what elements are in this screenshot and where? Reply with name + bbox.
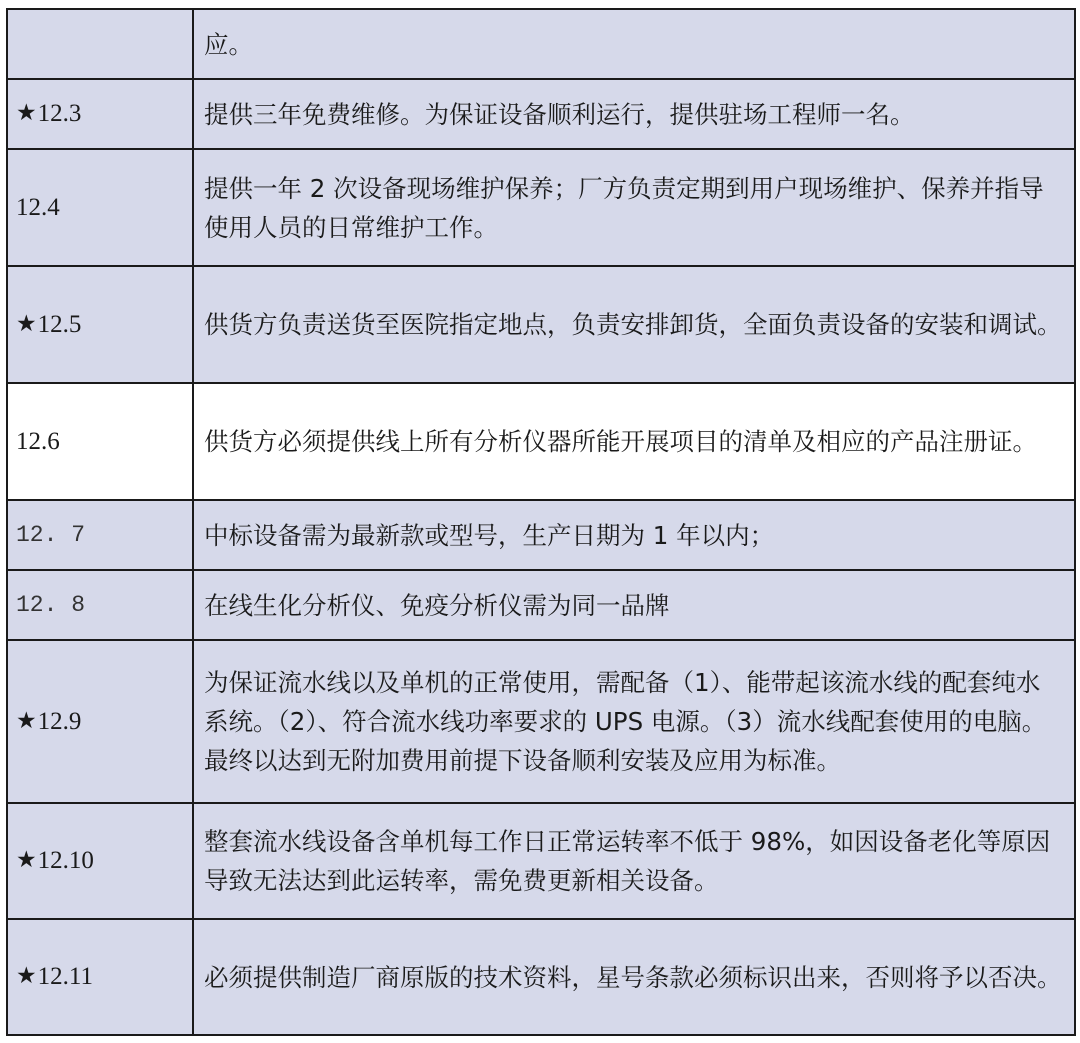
clause-number: 12. 8 <box>7 570 193 640</box>
clause-text: 在线生化分析仪、免疫分析仪需为同一品牌 <box>193 570 1075 640</box>
star-icon: ★ <box>16 847 37 873</box>
star-icon: ★ <box>16 707 37 734</box>
star-icon: ★ <box>16 963 37 989</box>
table-row <box>7 383 1075 500</box>
clause-number: ★12.3 <box>7 79 193 149</box>
clause-text: 提供一年 2 次设备现场维护保养；厂方负责定期到用户现场维护、保养并指导使用人员的日常维护工作。 <box>193 149 1075 266</box>
table-row <box>7 803 1075 919</box>
clause-number: ★12.10 <box>7 803 193 919</box>
table-row <box>7 266 1075 383</box>
clause-number: ★12.9 <box>7 640 193 803</box>
clause-text: 提供三年免费维修。为保证设备顺利运行，提供驻场工程师一名。 <box>193 79 1075 149</box>
table-row <box>7 79 1075 149</box>
clause-number: 12.4 <box>7 149 193 266</box>
clause-number: ★12.11 <box>7 919 193 1035</box>
table-row <box>7 149 1075 266</box>
clause-text: 应。 <box>193 9 1075 79</box>
table-row <box>7 570 1075 640</box>
clause-text: 必须提供制造厂商原版的技术资料，星号条款必须标识出来，否则将予以否决。 <box>193 919 1075 1035</box>
clause-text: 整套流水线设备含单机每工作日正常运转率不低于 98%，如因设备老化等原因导致无法达到此运转率，需免费更新相关设备。 <box>193 803 1075 919</box>
clause-text: 供货方必须提供线上所有分析仪器所能开展项目的清单及相应的产品注册证。 <box>193 383 1075 500</box>
table-row <box>7 9 1075 79</box>
requirements-table <box>6 8 1076 1036</box>
star-icon: ★ <box>16 100 37 126</box>
star-icon: ★ <box>16 310 37 337</box>
clause-number: 12.6 <box>7 383 193 500</box>
table-row <box>7 919 1075 1035</box>
clause-text: 为保证流水线以及单机的正常使用，需配备（1）、能带起该流水线的配套纯水系统。（2）、符合流水线功率要求的 UPS 电源。（3）流水线配套使用的电脑。最终以达到无附加费用前提下设备顺利安装及应用为标准。 <box>193 640 1075 803</box>
clause-number <box>7 9 193 79</box>
clause-text: 中标设备需为最新款或型号，生产日期为 1 年以内； <box>193 500 1075 570</box>
clause-text: 供货方负责送货至医院指定地点，负责安排卸货，全面负责设备的安装和调试。 <box>193 266 1075 383</box>
table-row <box>7 640 1075 803</box>
table-row <box>7 500 1075 570</box>
clause-number: ★12.5 <box>7 266 193 383</box>
clause-number: 12. 7 <box>7 500 193 570</box>
